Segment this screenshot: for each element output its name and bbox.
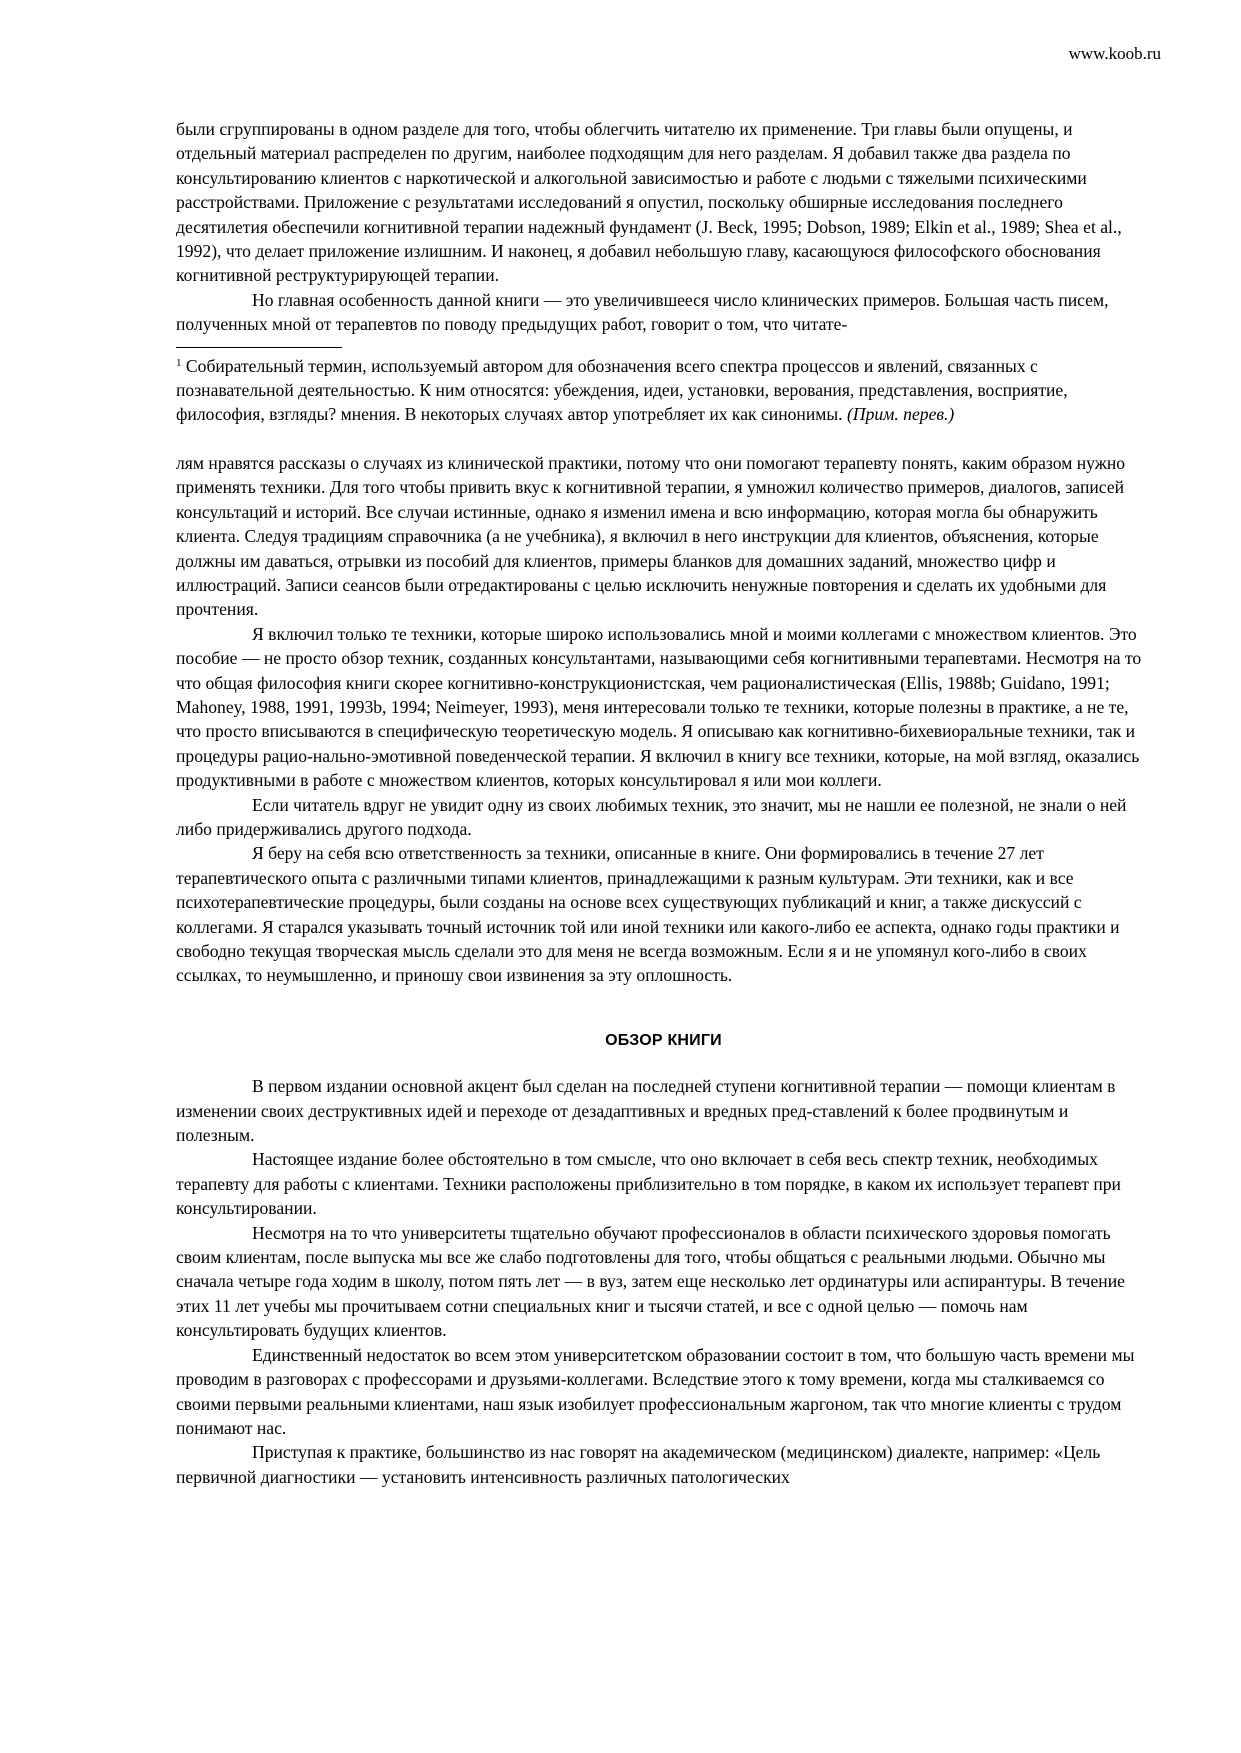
footnote <box>176 354 1151 427</box>
footnote-text: Собирательный термин, используемый автором для обозначения всего спектра процессов и явлений, связанных с познавательной деятельностью. К ним относятся: убеждения, идеи, установки, верования, представления, восприятие, философия, взгляды? мнения. В некоторых случаях автор употребляет их как синонимы. <box>176 355 1068 425</box>
section-heading: ОБЗОР КНИГИ <box>605 1031 722 1049</box>
paragraph: Если читатель вдруг не увидит одну из своих любимых техник, это значит, мы не нашли ее полезной, не знали о ней либо придерживались другого подхода. <box>176 794 1127 839</box>
footnote-divider <box>176 347 342 348</box>
paragraph: лям нравятся рассказы о случаях из клинической практики, потому что они помогают терапевту понять, каким образом нужно применять техники. Для того чтобы привить вкус к когнитивной терапии, я умножил количество примеров, диалогов, записей консультаций и историй. Все случаи истинные, однако я изменил имена и всю информацию, которая могла бы обнаружить клиента. Следуя традициям справочника (а не учебника), я включил в него инструкции для клиентов, объяснения, которые должны им даваться, отрывки из пособий для клиентов, примеры бланков для домашних заданий, множество цифр и иллюстраций. Записи сеансов были отредактированы с целью исключить ненужные повторения и сделать их удобными для прочтения. <box>176 452 1126 620</box>
paragraph: Но главная особенность данной книги — это увеличившееся число клинических примеров. Большая часть писем, полученных мной от терапевтов по поводу предыдущих работ, говорит о том, что читате- <box>176 289 1109 335</box>
paragraph: Единственный недостаток во всем этом университетском образовании состоит в том, что большую часть времени мы проводим в разговорах с профессорами и друзьями-коллегами. Вследствие этого к тому времени, когда мы сталкиваемся со своими первыми реальными клиентами, наш язык изобилует профессиональным жаргоном, так что многие клиенты с трудом понимают нас. <box>176 1344 1135 1438</box>
page-content <box>176 117 1151 1489</box>
paragraph: Несмотря на то что университеты тщательно обучают профессионалов в области психического здоровья помогать своим клиентам, после выпуска мы все же слабо подготовлены для того, чтобы общаться с реальными людьми. Обычно мы сначала четыре года ходим в школу, потом пять лет — в вуз, затем еще несколько лет ординатуры или аспирантуры. В течение этих 11 лет учебы мы прочитываем сотни специальных книг и тысячи статей, и все с одной целью — помочь нам консультировать будущих клиентов. <box>176 1222 1125 1341</box>
footnote-number: 1 <box>176 356 182 369</box>
paragraph: Приступая к практике, большинство из нас говорят на академическом (медицинском) диалекте, например: «Цель первичной диагностики — установить интенсивность различных патологических <box>176 1442 1101 1487</box>
paragraph: Я включил только те техники, которые широко использовались мной и моими коллегами с множеством клиентов. Это пособие — не просто обзор техник, созданных консультантами, называющими себя когнитивными терапевтами. Несмотря на то что общая философия книги скорее когнитивно-конструкционистская, чем рационалистическая (Ellis, 1988b; Guidano, 1991; Mahoney, 1988, 1991, 1993b, 1994; Neimeyer, 1993), меня интересовали только те техники, которые полезны в практике, а не те, что просто вписываются в специфическую теоретическую модель. Я описываю как когнитивно-бихевиоральные техники, так и процедуры рацио-нально-эмотивной поведенческой терапии. Я включил в книгу все техники, которые, на мой взгляд, оказались продуктивными в работе с множеством клиентов, которых консультировал я или мои коллеги. <box>176 623 1142 791</box>
paragraph: были сгруппированы в одном разделе для того, чтобы облегчить читателю их применение. Три главы были опущены, и отдельный материал распределен по другим, наиболее подходящим для него разделам. Я добавил также два раздела по консультированию клиентов с наркотической и алкогольной зависимостью и работе с людьми с тяжелыми психическими расстройствами. Приложение с результатами исследований я опустил, поскольку обширные исследования последнего десятилетия обеспечили когнитивной терапии надежный фундамент (J. Beck, 1995; Dobson, 1989; Elkin et al., 1989; Shea et al., 1992), что делает приложение излишним. И наконец, я добавил небольшую главу, касающуюся философского обоснования когнитивной реструктурирующей терапии. <box>176 119 1122 286</box>
paragraph: Настоящее издание более обстоятельно в том смысле, что оно включает в себя весь спектр техник, необходимых терапевту для работы с клиентами. Техники расположены приблизительно в том порядке, в каком их использует терапевт при консультировании. <box>176 1149 1121 1219</box>
paragraph: В первом издании основной акцент был сделан на последней ступени когнитивной терапии — помощи клиентам в изменении своих деструктивных идей и переходе от дезадаптивных и вредных пред-ставлений к более продвинутым и полезным. <box>176 1076 1116 1146</box>
paragraph: Я беру на себя всю ответственность за техники, описанные в книге. Они формировались в течение 27 лет терапевтического опыта с различными типами клиентов, принадлежащими к разным культурам. Эти техники, как и все психотерапевтические процедуры, были созданы на основе всех существующих публикаций и книг, а также дискуссий с коллегами. Я старался указывать точный источник той или иной техники или какого-либо ее аспекта, однако годы практики и свободно текущая творческая мысль сделали это для меня не всегда возможным. Если я и не упомянул кого-либо в своих ссылках, то неумышленно, и приношу свои извинения за эту оплошность. <box>176 843 1120 986</box>
footnote-note: (Прим. перев.) <box>847 404 955 425</box>
spacer <box>176 427 1151 451</box>
site-url[interactable]: www.koob.ru <box>1068 44 1161 63</box>
